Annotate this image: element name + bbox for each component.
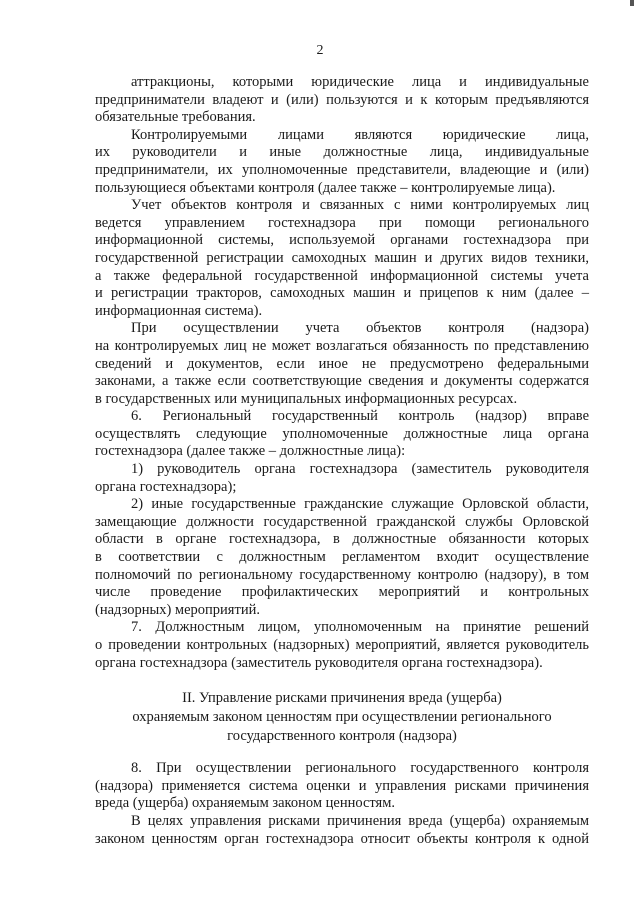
paragraph bbox=[95, 197, 589, 320]
text-line: о проведении контрольных (надзорных) мероприятий, является руководитель bbox=[95, 637, 589, 653]
text-line: их руководители и иные должностные лица, индивидуальные bbox=[95, 144, 589, 161]
text-line: полномочий по региональному государственному контролю (надзору), в том bbox=[95, 566, 589, 583]
text-line: (надзорных) мероприятий. bbox=[95, 601, 260, 618]
paragraph bbox=[95, 813, 589, 848]
paragraph bbox=[95, 320, 589, 408]
text-line: обязательные требования. bbox=[95, 109, 256, 126]
text-line: осуществлять следующие уполномоченные должностные лица органа bbox=[95, 425, 589, 442]
text-line: аттракционы, которыми юридические лица и индивидуальные bbox=[131, 74, 589, 90]
section-heading-line: государственного контроля (надзора) bbox=[227, 728, 457, 745]
text-line: Учет объектов контроля и связанных с ними контролируемых лиц bbox=[131, 197, 589, 214]
text-line: органа гостехнадзора (заместитель руководителя органа гостехнадзора). bbox=[95, 654, 543, 671]
paragraph bbox=[95, 760, 589, 813]
text-line: предприниматели владеют и (или) пользуются и к которым предъявляются bbox=[95, 91, 589, 108]
text-line: При осуществлении учета объектов контроля (надзора) bbox=[131, 320, 589, 337]
paragraph bbox=[95, 74, 589, 127]
text-line: и регистрации тракторов, самоходных машин и прицепов к ним (далее – bbox=[95, 285, 589, 302]
text-line: гостехнадзора (далее также – должностные лица): bbox=[95, 443, 406, 460]
text-line: 2) иные государственные гражданские служащие Орловской области, bbox=[131, 496, 589, 513]
text-line: 7. Должностным лицом, уполномоченным на принятие решений bbox=[131, 619, 589, 636]
section-heading-line: II. Управление рисками причинения вреда (ущерба) bbox=[182, 690, 502, 707]
page-number: 2 bbox=[316, 43, 324, 58]
spacer bbox=[95, 672, 589, 689]
text-line: законом ценностям орган гостехнадзора относит объекты контроля к одной bbox=[95, 830, 589, 847]
text-line: законами, а также если соответствующие сведения и документы содержатся bbox=[95, 373, 589, 390]
section-heading-line: охраняемым законом ценностям при осуществлении регионального bbox=[132, 709, 552, 726]
text-line: числе проведение профилактических мероприятий и контрольных bbox=[95, 584, 589, 601]
spacer bbox=[95, 746, 589, 760]
text-line: пользующиеся объектами контроля (далее также – контролируемые лица). bbox=[95, 179, 556, 196]
text-line: В целях управления рисками причинения вреда (ущерба) охраняемым bbox=[131, 812, 589, 829]
text-line: замещающие должности государственной гражданской службы Орловской bbox=[95, 513, 589, 530]
text-line: 8. При осуществлении регионального государственного контроля bbox=[131, 760, 589, 777]
text-line: ведется управлением гостехнадзора при помощи регионального bbox=[95, 214, 589, 231]
text-line: Контролируемыми лицами являются юридические лица, bbox=[131, 126, 589, 143]
text-line: (надзора) применяется система оценки и управления рисками причинения bbox=[95, 777, 589, 794]
text-line: области в органе гостехнадзора, в должностные обязанности которых bbox=[95, 531, 589, 548]
text-line: в соответствии с должностным регламентом входит осуществление bbox=[95, 549, 589, 566]
scan-corner-mark bbox=[630, 0, 634, 6]
text-line: вреда (ущерба) охраняемым законом ценностям. bbox=[95, 795, 396, 812]
text-line: информационной системы, используемой органами гостехнадзора при bbox=[95, 232, 589, 249]
section-heading bbox=[95, 689, 589, 746]
text-line: в государственных или муниципальных информационных ресурсах. bbox=[95, 390, 518, 407]
paragraph bbox=[95, 461, 589, 496]
text-line: а также федеральной государственной информационной системы учета bbox=[95, 267, 589, 284]
paragraphs-before-heading bbox=[95, 74, 589, 672]
text-line: 6. Региональный государственный контроль (надзор) вправе bbox=[131, 408, 589, 425]
text-line: предприниматели, их уполномоченные представители, владеющие и (или) bbox=[95, 161, 589, 178]
paragraph bbox=[95, 619, 589, 672]
text-line: сведений и документов, если иное не предусмотрено федеральными bbox=[95, 355, 589, 372]
text-line: на контролируемых лиц не может возлагаться обязанность по представлению bbox=[95, 337, 589, 354]
paragraph bbox=[95, 408, 589, 461]
text-line: органа гостехнадзора); bbox=[95, 478, 237, 495]
text-line: информационная система). bbox=[95, 302, 263, 319]
text-line: государственной регистрации самоходных машин и других видов техники, bbox=[95, 249, 589, 266]
document-body bbox=[95, 74, 589, 848]
paragraph bbox=[95, 127, 589, 197]
text-line: 1) руководитель органа гостехнадзора (заместитель руководителя bbox=[131, 461, 589, 478]
paragraph bbox=[95, 496, 589, 619]
paragraphs-after-heading bbox=[95, 760, 589, 848]
